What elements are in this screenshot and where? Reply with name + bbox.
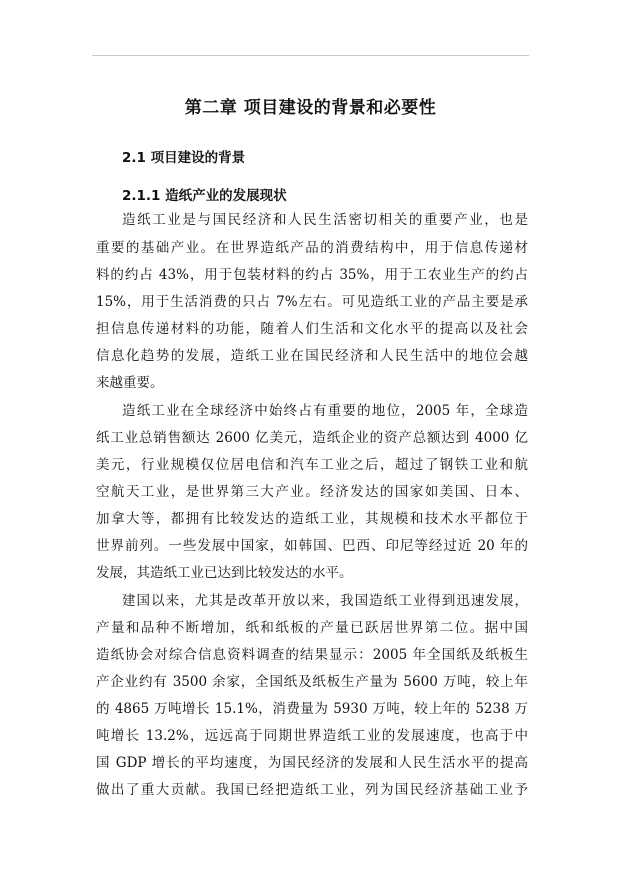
paragraph-line: 担信息传递材料的功能，随着人们生活和文化水平的提高以及社会 [96, 321, 528, 337]
paragraph-line: 的 4865 万吨增长 15.1%，消费量为 5930 万吨，较上年的 5238 万 [96, 701, 528, 717]
paragraph-line: 世界前列。一些发展中国家，如韩国、巴西、印尼等经过近 20 年的 [96, 538, 528, 554]
paragraph-line: 做出了重大贡献。我国已经把造纸工业，列为国民经济基础工业予 [96, 782, 528, 798]
chapter-title: 第二章 项目建设的背景和必要性 [184, 98, 437, 118]
paragraph-line: 纸工业总销售额达 2600 亿美元，造纸企业的资产总额达到 4000 亿 [96, 430, 528, 446]
paragraph-line: 造纸工业是与国民经济和人民生活密切相关的重要产业，也是 [122, 212, 528, 228]
paragraph-line: 建国以来，尤其是改革开放以来，我国造纸工业得到迅速发展， [122, 593, 528, 609]
paragraph-line: 料的约占 43%，用于包装材料的约占 35%，用于工农业生产的约占 [96, 267, 528, 283]
paragraph-line: 国 GDP 增长的平均速度，为国民经济的发展和人民生活水平的提高 [96, 755, 528, 771]
paragraph-line: 信息化趋势的发展，造纸工业在国民经济和人民生活中的地位会越 [96, 348, 528, 364]
paragraph-line: 造纸工业在全球经济中始终占有重要的地位，2005 年，全球造 [122, 403, 528, 419]
header-rule [92, 55, 529, 56]
section-heading-2-1: 2.1 项目建设的背景 [122, 150, 246, 166]
paragraph-line: 空航天工业，是世界第三大产业。经济发达的国家如美国、日本、 [96, 484, 528, 500]
section-heading-2-1-1: 2.1.1 造纸产业的发展现状 [122, 188, 287, 204]
paragraph-line: 来越重要。 [96, 375, 164, 391]
paragraph-line: 吨增长 13.2%，远远高于同期世界造纸工业的发展速度，也高于中 [96, 728, 528, 744]
paragraph-line: 造纸协会对综合信息资料调查的结果显示：2005 年全国纸及纸板生 [96, 647, 528, 663]
paragraph-line: 15%，用于生活消费的只占 7%左右。可见造纸工业的产品主要是承 [96, 294, 528, 310]
paragraph-line: 美元，行业规模仅位居电信和汽车工业之后，超过了钢铁工业和航 [96, 457, 528, 473]
paragraph-line: 产企业约有 3500 余家，全国纸及纸板生产量为 5600 万吨，较上年 [96, 674, 528, 690]
paragraph-line: 重要的基础产业。在世界造纸产品的消费结构中，用于信息传递材 [96, 240, 528, 256]
paragraph-line: 产量和品种不断增加，纸和纸板的产量已跃居世界第二位。据中国 [96, 620, 528, 636]
paragraph-line: 发展，其造纸工业已达到比较发达的水平。 [96, 565, 353, 581]
paragraph-line: 加拿大等，都拥有比较发达的造纸工业，其规模和技术水平都位于 [96, 511, 528, 527]
